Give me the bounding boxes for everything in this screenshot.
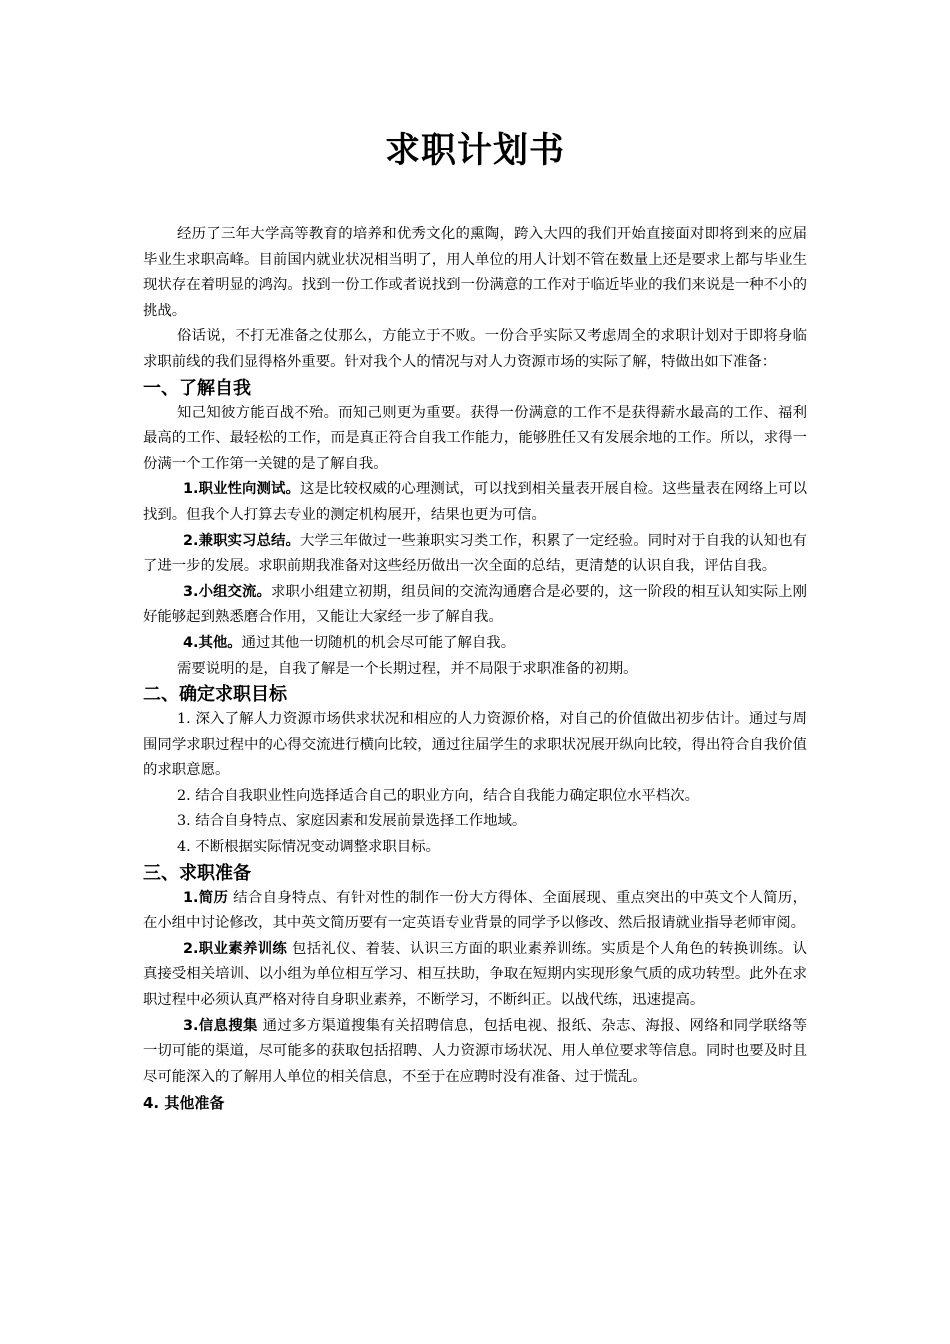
item-lead: 1.简历 <box>183 889 229 906</box>
list-item <box>143 477 807 528</box>
item-lead: 4.其他。 <box>183 634 242 651</box>
intro-paragraph: 经历了三年大学高等教育的培养和优秀文化的熏陶，跨入大四的我们开始直接面对即将到来的应届毕业生求职高峰。目前国内就业状况相当明了，用人单位的用人计划不管在数量上还是要求上都与毕业生现状存在着明显的鸿沟。找到一份工作或者说找到一份满意的工作对于临近毕业的我们来说是一种不小的挑战。 <box>143 226 807 319</box>
list-item <box>143 886 807 937</box>
section-outro: 需要说明的是，自我了解是一个长期过程，并不局限于求职准备的初期。 <box>177 660 638 677</box>
item-lead: 2.职业素养训练 <box>183 940 288 957</box>
subsection-heading: 4. 其他准备 <box>143 1094 225 1113</box>
item-text: 包括礼仪、着装、认识三方面的职业素养训练。实质是个人角色的转换训练。认真接受相关培训、以小组为单位相互学习、相互扶助，争取在短期内实现形象气质的成功转型。此外在求职过程中必须认真严格对待自身职业素养，不断学习，不断纠正。以战代练，迅速提高。 <box>143 940 808 1009</box>
item-lead: 1.职业性向测试。 <box>183 481 300 498</box>
item-text: 通过多方渠道搜集有关招聘信息，包括电视、报纸、杂志、海报、网络和同学联络等一切可能的渠道，尽可能多的获取包括招聘、人力资源市场状况、用人单位要求等信息。同时也要及时且尽可能深入的了解用人单位的相关信息，不至于在应聘时没有准备、过于慌乱。 <box>143 1017 807 1085</box>
item-lead: 2.兼职实习总结。 <box>183 532 300 549</box>
list-item: 1. 深入了解人力资源市场供求状况和相应的人力资源价格，对自己的价值做出初步估计。通过与周围同学求职过程中的心得交流进行横向比较，通过往届学生的求职状况展开纵向比较，得出符合自我价值的求职意愿。 <box>143 711 807 779</box>
list-item: 3. 结合自身特点、家庭因素和发展前景选择工作地域。 <box>177 813 527 830</box>
section-heading: 三、求职准备 <box>143 862 251 884</box>
document-body <box>143 222 807 1117</box>
section-intro: 知己知彼方能百战不殆。而知己则更为重要。获得一份满意的工作不是获得薪水最高的工作、福利最高的工作、最轻松的工作，而是真正符合自我工作能力，能够胜任又有发展余地的工作。所以，求得一份满一个工作第一关键的是了解自我。 <box>143 404 807 472</box>
list-item <box>143 529 807 580</box>
list-item: 2. 结合自我职业性向选择适合自己的职业方向，结合自我能力确定职位水平档次。 <box>177 787 699 804</box>
document-title: 求职计划书 <box>384 131 565 171</box>
item-lead: 3.小组交流。 <box>183 583 272 600</box>
item-text: 这是比较权威的心理测试，可以找到相关量表开展自检。这些量表在网络上可以找到。但我个人打算去专业的测定机构展开，结果也更为可信。 <box>143 481 807 523</box>
item-lead: 3.信息搜集 <box>183 1017 258 1034</box>
intro-paragraph: 俗话说，不打无准备之仗那么，方能立于不败。一份合乎实际又考虑周全的求职计划对于即将身临求职前线的我们显得格外重要。针对我个人的情况与对人力资源市场的实际了解，特做出如下准备： <box>143 328 807 370</box>
list-item: 4. 不断根据实际情况变动调整求职目标。 <box>177 839 440 856</box>
item-text: 大学三年做过一些兼职实习类工作，积累了一定经验。同时对于自我的认知也有了进一步的发展。求职前期我准备对这些经历做出一次全面的总结，更清楚的认识自我，评估自我。 <box>143 532 807 575</box>
item-text: 通过其他一切随机的机会尽可能了解自我。 <box>241 634 516 651</box>
item-text: 求职小组建立初期，组员间的交流沟通磨合是必要的，这一阶段的相互认知实际上刚好能够起到熟悉磨合作用，又能让大家经一步了解自我。 <box>143 583 807 626</box>
list-item <box>143 1014 807 1091</box>
list-item <box>143 580 807 631</box>
list-item <box>143 631 807 657</box>
section-heading: 一、了解自我 <box>143 377 251 399</box>
item-text: 结合自身特点、有针对性的制作一份大方得体、全面展现、重点突出的中英文个人简历，在小组中讨论修改，其中英文简历要有一定英语专业背景的同学予以修改、然后报请就业指导老师审阅。 <box>143 889 808 932</box>
section-heading: 二、确定求职目标 <box>143 684 287 706</box>
list-item <box>143 937 807 1014</box>
